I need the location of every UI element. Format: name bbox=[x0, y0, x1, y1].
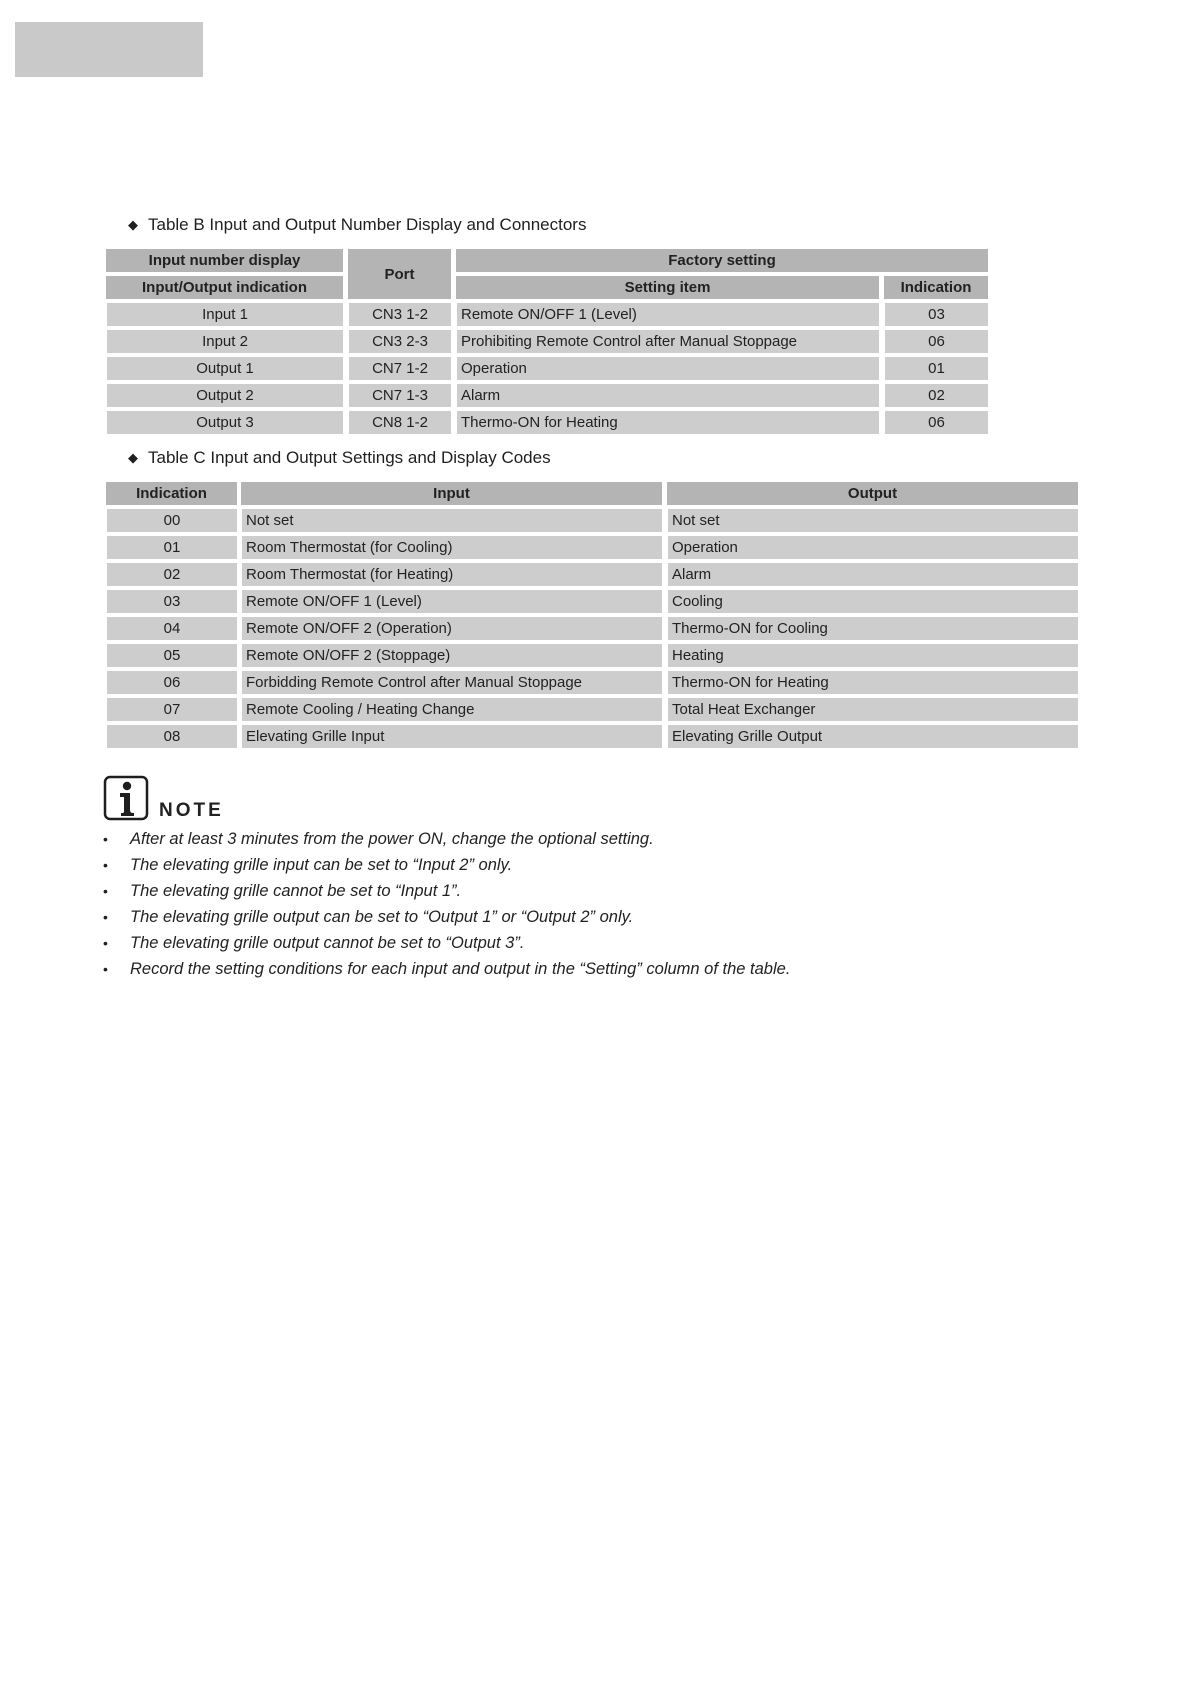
indication-cell: 06 bbox=[885, 411, 988, 434]
output-cell: Alarm bbox=[668, 563, 1078, 586]
input-cell: Not set bbox=[242, 509, 662, 532]
note-list bbox=[100, 826, 790, 982]
header-factory-setting: Factory setting bbox=[456, 249, 988, 272]
table-b-caption-text: Table B Input and Output Number Display and Connectors bbox=[148, 215, 587, 234]
header-indication: Indication bbox=[884, 276, 988, 299]
diamond-bullet-icon: ◆ bbox=[128, 217, 138, 232]
code-cell: 01 bbox=[107, 536, 237, 559]
output-cell: Elevating Grille Output bbox=[668, 725, 1078, 748]
bullet-icon: • bbox=[103, 909, 108, 925]
indication-cell: 01 bbox=[885, 357, 988, 380]
note-item-text: After at least 3 minutes from the power ON, change the optional setting. bbox=[130, 830, 654, 848]
note-item bbox=[100, 956, 790, 982]
note-item bbox=[100, 852, 790, 878]
setting-item-cell: Operation bbox=[457, 357, 879, 380]
code-cell: 06 bbox=[107, 671, 237, 694]
bullet-icon: • bbox=[103, 883, 108, 899]
input-cell: Forbidding Remote Control after Manual Stoppage bbox=[242, 671, 662, 694]
code-cell: 07 bbox=[107, 698, 237, 721]
bullet-icon: • bbox=[103, 831, 108, 847]
note-item-text: The elevating grille output cannot be set to “Output 3”. bbox=[130, 934, 525, 952]
bullet-icon: • bbox=[103, 961, 108, 977]
indication-cell: 06 bbox=[885, 330, 988, 353]
header-input: Input bbox=[241, 482, 662, 505]
header-setting-item: Setting item bbox=[456, 276, 879, 299]
setting-item-cell: Thermo-ON for Heating bbox=[457, 411, 879, 434]
port-cell: CN8 1-2 bbox=[349, 411, 451, 434]
diamond-bullet-icon: ◆ bbox=[128, 450, 138, 465]
setting-item-cell: Remote ON/OFF 1 (Level) bbox=[457, 303, 879, 326]
setting-item-cell: Prohibiting Remote Control after Manual Stoppage bbox=[457, 330, 879, 353]
table-c-caption bbox=[128, 448, 551, 468]
header-input-number-display: Input number display bbox=[106, 249, 343, 272]
note-title: NOTE bbox=[159, 800, 224, 821]
header-output: Output bbox=[667, 482, 1078, 505]
output-cell: Heating bbox=[668, 644, 1078, 667]
code-cell: 02 bbox=[107, 563, 237, 586]
io-cell: Output 2 bbox=[107, 384, 343, 407]
setting-item-cell: Alarm bbox=[457, 384, 879, 407]
header-placeholder-block bbox=[15, 22, 203, 77]
input-cell: Remote Cooling / Heating Change bbox=[242, 698, 662, 721]
note-item-text: The elevating grille cannot be set to “Input 1”. bbox=[130, 882, 462, 900]
port-cell: CN3 2-3 bbox=[349, 330, 451, 353]
input-cell: Remote ON/OFF 1 (Level) bbox=[242, 590, 662, 613]
table-c-caption-text: Table C Input and Output Settings and Display Codes bbox=[148, 448, 551, 467]
table-b-caption bbox=[128, 215, 586, 235]
code-cell: 03 bbox=[107, 590, 237, 613]
output-cell: Operation bbox=[668, 536, 1078, 559]
code-cell: 08 bbox=[107, 725, 237, 748]
note-item-text: The elevating grille output can be set to “Output 1” or “Output 2” only. bbox=[130, 908, 634, 926]
io-cell: Output 3 bbox=[107, 411, 343, 434]
input-cell: Remote ON/OFF 2 (Stoppage) bbox=[242, 644, 662, 667]
note-item-text: The elevating grille input can be set to “Input 2” only. bbox=[130, 856, 513, 874]
port-cell: CN7 1-3 bbox=[349, 384, 451, 407]
note-item bbox=[100, 904, 790, 930]
header-input-output-indication: Input/Output indication bbox=[106, 276, 343, 299]
code-cell: 04 bbox=[107, 617, 237, 640]
code-cell: 05 bbox=[107, 644, 237, 667]
output-cell: Total Heat Exchanger bbox=[668, 698, 1078, 721]
io-cell: Input 1 bbox=[107, 303, 343, 326]
note-item bbox=[100, 826, 790, 852]
note-item-text: Record the setting conditions for each input and output in the “Setting” column of the table. bbox=[130, 960, 791, 978]
input-cell: Room Thermostat (for Heating) bbox=[242, 563, 662, 586]
io-cell: Output 1 bbox=[107, 357, 343, 380]
output-cell: Cooling bbox=[668, 590, 1078, 613]
bullet-icon: • bbox=[103, 935, 108, 951]
code-cell: 00 bbox=[107, 509, 237, 532]
bullet-icon: • bbox=[103, 857, 108, 873]
note-item bbox=[100, 930, 790, 956]
indication-cell: 02 bbox=[885, 384, 988, 407]
port-cell: CN3 1-2 bbox=[349, 303, 451, 326]
output-cell: Thermo-ON for Cooling bbox=[668, 617, 1078, 640]
io-cell: Input 2 bbox=[107, 330, 343, 353]
note-item bbox=[100, 878, 790, 904]
info-icon bbox=[103, 775, 149, 826]
header-port: Port bbox=[348, 249, 451, 299]
input-cell: Remote ON/OFF 2 (Operation) bbox=[242, 617, 662, 640]
output-cell: Not set bbox=[668, 509, 1078, 532]
indication-cell: 03 bbox=[885, 303, 988, 326]
input-cell: Room Thermostat (for Cooling) bbox=[242, 536, 662, 559]
output-cell: Thermo-ON for Heating bbox=[668, 671, 1078, 694]
header-indication: Indication bbox=[106, 482, 237, 505]
port-cell: CN7 1-2 bbox=[349, 357, 451, 380]
input-cell: Elevating Grille Input bbox=[242, 725, 662, 748]
